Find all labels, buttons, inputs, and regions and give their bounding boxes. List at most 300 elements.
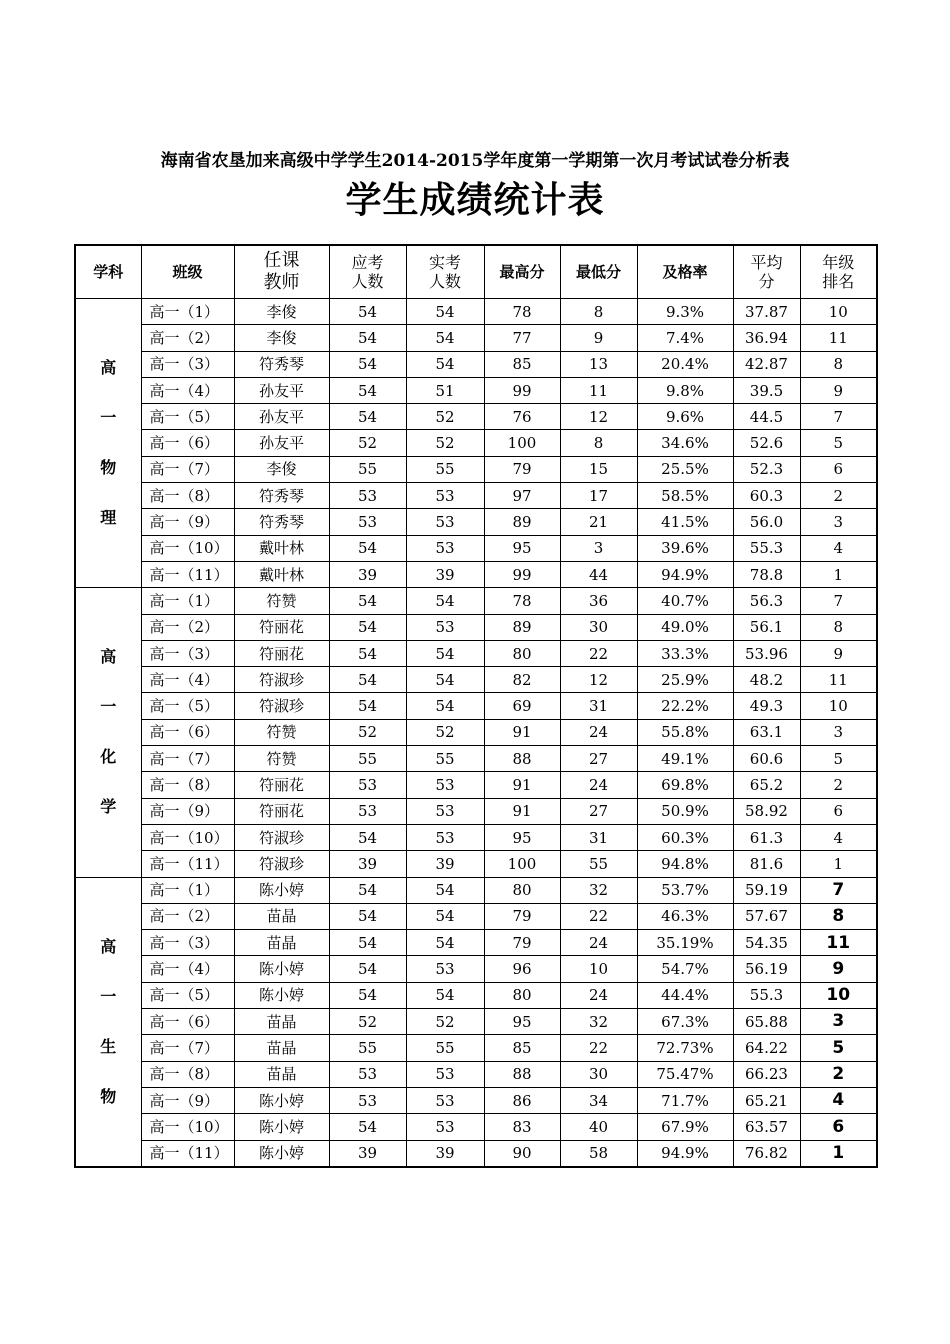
cell-rank: 4 [800, 824, 877, 850]
cell-expected: 54 [329, 1114, 406, 1140]
cell-max-score: 80 [484, 877, 560, 903]
cell-max-score: 96 [484, 956, 560, 982]
cell-rank: 10 [800, 982, 877, 1008]
cell-max-score: 99 [484, 561, 560, 587]
table-row [75, 1087, 877, 1113]
header-class: 班级 [141, 245, 234, 299]
cell-average: 56.1 [733, 614, 800, 640]
cell-expected: 54 [329, 299, 406, 325]
cell-min-score: 24 [560, 930, 637, 956]
cell-actual: 55 [406, 1035, 484, 1061]
table-row [75, 325, 877, 351]
header-min-score: 最低分 [560, 245, 637, 299]
cell-max-score: 99 [484, 377, 560, 403]
subject-char: 高 [100, 936, 117, 956]
cell-actual: 53 [406, 509, 484, 535]
cell-teacher: 符赞 [234, 746, 329, 772]
cell-min-score: 27 [560, 746, 637, 772]
cell-min-score: 8 [560, 299, 637, 325]
cell-rank: 6 [800, 456, 877, 482]
cell-rank: 9 [800, 377, 877, 403]
header-expected-line2: 人数 [351, 272, 384, 291]
cell-rank: 11 [800, 667, 877, 693]
cell-teacher: 苗晶 [234, 903, 329, 929]
cell-min-score: 30 [560, 614, 637, 640]
table-row [75, 798, 877, 824]
cell-expected: 53 [329, 1087, 406, 1113]
cell-max-score: 76 [484, 404, 560, 430]
table-row [75, 430, 877, 456]
cell-actual: 39 [406, 1140, 484, 1167]
cell-class: 高一（8） [141, 772, 234, 798]
cell-min-score: 31 [560, 693, 637, 719]
cell-max-score: 80 [484, 982, 560, 1008]
cell-actual: 54 [406, 877, 484, 903]
cell-min-score: 11 [560, 377, 637, 403]
cell-teacher: 符丽花 [234, 772, 329, 798]
table-row [75, 930, 877, 956]
cell-average: 57.67 [733, 903, 800, 929]
cell-teacher: 陈小婷 [234, 982, 329, 1008]
cell-pass-rate: 33.3% [637, 640, 733, 666]
cell-pass-rate: 67.3% [637, 1009, 733, 1035]
cell-average: 44.5 [733, 404, 800, 430]
cell-average: 36.94 [733, 325, 800, 351]
header-actual-line1: 实考 [428, 252, 461, 272]
cell-class: 高一（10） [141, 1114, 234, 1140]
table-header [75, 245, 877, 299]
cell-teacher: 戴叶林 [234, 561, 329, 587]
cell-expected: 53 [329, 1061, 406, 1087]
header-rank-line2: 排名 [822, 272, 855, 291]
cell-average: 56.19 [733, 956, 800, 982]
cell-actual: 55 [406, 746, 484, 772]
cell-expected: 39 [329, 851, 406, 877]
table-row [75, 903, 877, 929]
cell-pass-rate: 7.4% [637, 325, 733, 351]
cell-class: 高一（11） [141, 851, 234, 877]
cell-pass-rate: 35.19% [637, 930, 733, 956]
cell-teacher: 孙友平 [234, 430, 329, 456]
subject-char: 生 [100, 1036, 117, 1056]
cell-expected: 54 [329, 377, 406, 403]
cell-teacher: 符秀琴 [234, 509, 329, 535]
cell-rank: 5 [800, 1035, 877, 1061]
cell-min-score: 55 [560, 851, 637, 877]
cell-pass-rate: 55.8% [637, 719, 733, 745]
cell-class: 高一（2） [141, 325, 234, 351]
cell-actual: 51 [406, 377, 484, 403]
cell-class: 高一（9） [141, 1087, 234, 1113]
cell-class: 高一（4） [141, 667, 234, 693]
cell-max-score: 79 [484, 903, 560, 929]
cell-actual: 52 [406, 430, 484, 456]
cell-expected: 55 [329, 456, 406, 482]
cell-teacher: 戴叶林 [234, 535, 329, 561]
cell-class: 高一（1） [141, 877, 234, 903]
cell-rank: 8 [800, 614, 877, 640]
cell-teacher: 陈小婷 [234, 1140, 329, 1167]
cell-class: 高一（2） [141, 903, 234, 929]
cell-min-score: 30 [560, 1061, 637, 1087]
cell-max-score: 95 [484, 1009, 560, 1035]
table-row [75, 982, 877, 1008]
cell-teacher: 苗晶 [234, 1009, 329, 1035]
cell-average: 64.22 [733, 1035, 800, 1061]
cell-pass-rate: 25.5% [637, 456, 733, 482]
cell-expected: 54 [329, 325, 406, 351]
cell-pass-rate: 39.6% [637, 535, 733, 561]
cell-rank: 7 [800, 877, 877, 903]
cell-class: 高一（3） [141, 640, 234, 666]
cell-rank: 1 [800, 851, 877, 877]
cell-class: 高一（10） [141, 824, 234, 850]
subject-char: 高 [100, 647, 117, 667]
cell-max-score: 88 [484, 746, 560, 772]
cell-actual: 53 [406, 824, 484, 850]
cell-min-score: 15 [560, 456, 637, 482]
cell-teacher: 符赞 [234, 719, 329, 745]
table-body [75, 299, 877, 1167]
cell-actual: 54 [406, 299, 484, 325]
table-row [75, 1140, 877, 1167]
score-table [74, 244, 878, 1168]
cell-expected: 54 [329, 824, 406, 850]
cell-min-score: 21 [560, 509, 637, 535]
cell-expected: 54 [329, 903, 406, 929]
table-row [75, 509, 877, 535]
cell-rank: 10 [800, 693, 877, 719]
document-subtitle: 海南省农垦加来高级中学学生2014-2015学年度第一学期第一次月考试试卷分析表 [160, 151, 790, 171]
cell-pass-rate: 94.8% [637, 851, 733, 877]
cell-expected: 54 [329, 667, 406, 693]
header-rank [800, 245, 877, 299]
subject-cell [75, 877, 141, 1167]
cell-teacher: 李俊 [234, 299, 329, 325]
cell-min-score: 12 [560, 667, 637, 693]
cell-teacher: 陈小婷 [234, 1087, 329, 1113]
cell-teacher: 孙友平 [234, 377, 329, 403]
cell-class: 高一（4） [141, 377, 234, 403]
cell-class: 高一（3） [141, 930, 234, 956]
cell-pass-rate: 60.3% [637, 824, 733, 850]
cell-average: 56.0 [733, 509, 800, 535]
cell-max-score: 100 [484, 430, 560, 456]
cell-class: 高一（6） [141, 430, 234, 456]
cell-pass-rate: 9.8% [637, 377, 733, 403]
cell-min-score: 27 [560, 798, 637, 824]
cell-max-score: 69 [484, 693, 560, 719]
cell-average: 49.3 [733, 693, 800, 719]
cell-max-score: 91 [484, 798, 560, 824]
table-row [75, 746, 877, 772]
table-row [75, 1061, 877, 1087]
cell-actual: 53 [406, 1087, 484, 1113]
cell-class: 高一（8） [141, 1061, 234, 1087]
table-row [75, 851, 877, 877]
cell-class: 高一（7） [141, 1035, 234, 1061]
table-row [75, 719, 877, 745]
cell-expected: 55 [329, 1035, 406, 1061]
cell-min-score: 13 [560, 351, 637, 377]
cell-rank: 8 [800, 903, 877, 929]
cell-expected: 54 [329, 404, 406, 430]
cell-max-score: 88 [484, 1061, 560, 1087]
cell-expected: 53 [329, 772, 406, 798]
header-teacher-line1: 任课 [263, 250, 300, 272]
cell-expected: 54 [329, 535, 406, 561]
cell-teacher: 苗晶 [234, 930, 329, 956]
cell-teacher: 符丽花 [234, 614, 329, 640]
cell-average: 65.2 [733, 772, 800, 798]
cell-rank: 4 [800, 1087, 877, 1113]
table-row [75, 404, 877, 430]
header-rank-line1: 年级 [822, 252, 855, 272]
cell-actual: 54 [406, 903, 484, 929]
cell-min-score: 24 [560, 719, 637, 745]
cell-actual: 52 [406, 404, 484, 430]
cell-teacher: 符赞 [234, 588, 329, 614]
cell-rank: 2 [800, 1061, 877, 1087]
cell-max-score: 95 [484, 535, 560, 561]
cell-min-score: 34 [560, 1087, 637, 1113]
cell-expected: 39 [329, 561, 406, 587]
cell-max-score: 83 [484, 1114, 560, 1140]
subject-char: 一 [100, 697, 117, 717]
subject-char: 一 [100, 408, 117, 428]
cell-max-score: 100 [484, 851, 560, 877]
cell-rank: 4 [800, 535, 877, 561]
cell-teacher: 符秀琴 [234, 483, 329, 509]
cell-expected: 54 [329, 956, 406, 982]
cell-rank: 7 [800, 404, 877, 430]
header-average-line1: 平均 [750, 252, 783, 272]
cell-average: 55.3 [733, 982, 800, 1008]
cell-teacher: 符丽花 [234, 640, 329, 666]
cell-class: 高一（7） [141, 746, 234, 772]
cell-rank: 6 [800, 1114, 877, 1140]
header-actual [406, 245, 484, 299]
cell-expected: 54 [329, 588, 406, 614]
cell-expected: 54 [329, 693, 406, 719]
cell-class: 高一（10） [141, 535, 234, 561]
cell-expected: 55 [329, 746, 406, 772]
cell-average: 63.1 [733, 719, 800, 745]
cell-max-score: 95 [484, 824, 560, 850]
subject-char: 高 [100, 358, 117, 378]
cell-pass-rate: 50.9% [637, 798, 733, 824]
cell-class: 高一（7） [141, 456, 234, 482]
cell-class: 高一（5） [141, 693, 234, 719]
cell-class: 高一（11） [141, 1140, 234, 1167]
score-table-container [74, 244, 876, 1168]
cell-rank: 1 [800, 1140, 877, 1167]
cell-actual: 53 [406, 1114, 484, 1140]
cell-teacher: 符淑珍 [234, 851, 329, 877]
cell-pass-rate: 75.47% [637, 1061, 733, 1087]
cell-actual: 53 [406, 798, 484, 824]
cell-rank: 11 [800, 325, 877, 351]
cell-pass-rate: 22.2% [637, 693, 733, 719]
subject-char: 化 [100, 747, 117, 767]
cell-teacher: 李俊 [234, 325, 329, 351]
cell-rank: 5 [800, 430, 877, 456]
cell-average: 65.88 [733, 1009, 800, 1035]
cell-max-score: 85 [484, 351, 560, 377]
cell-actual: 53 [406, 614, 484, 640]
cell-min-score: 22 [560, 1035, 637, 1061]
cell-min-score: 31 [560, 824, 637, 850]
table-row [75, 561, 877, 587]
header-teacher-line2: 教师 [263, 272, 300, 293]
cell-min-score: 9 [560, 325, 637, 351]
subject-char: 一 [100, 986, 117, 1006]
cell-pass-rate: 54.7% [637, 956, 733, 982]
cell-expected: 52 [329, 430, 406, 456]
cell-average: 63.57 [733, 1114, 800, 1140]
cell-pass-rate: 46.3% [637, 903, 733, 929]
table-row [75, 614, 877, 640]
table-row [75, 1009, 877, 1035]
cell-average: 61.3 [733, 824, 800, 850]
header-row [75, 245, 877, 299]
cell-expected: 52 [329, 719, 406, 745]
table-row [75, 877, 877, 903]
cell-teacher: 苗晶 [234, 1061, 329, 1087]
cell-expected: 39 [329, 1140, 406, 1167]
cell-class: 高一（5） [141, 404, 234, 430]
table-row [75, 1035, 877, 1061]
cell-class: 高一（1） [141, 299, 234, 325]
cell-rank: 10 [800, 299, 877, 325]
cell-max-score: 78 [484, 299, 560, 325]
header-expected-line1: 应考 [351, 252, 384, 272]
header-subject: 学科 [75, 245, 141, 299]
table-row [75, 299, 877, 325]
cell-max-score: 97 [484, 483, 560, 509]
cell-rank: 5 [800, 746, 877, 772]
cell-class: 高一（1） [141, 588, 234, 614]
cell-actual: 39 [406, 561, 484, 587]
cell-teacher: 苗晶 [234, 1035, 329, 1061]
table-row [75, 377, 877, 403]
cell-rank: 9 [800, 640, 877, 666]
cell-class: 高一（4） [141, 956, 234, 982]
cell-expected: 54 [329, 930, 406, 956]
cell-actual: 54 [406, 982, 484, 1008]
cell-actual: 54 [406, 351, 484, 377]
cell-max-score: 78 [484, 588, 560, 614]
cell-min-score: 12 [560, 404, 637, 430]
cell-max-score: 91 [484, 772, 560, 798]
cell-rank: 6 [800, 798, 877, 824]
table-row [75, 640, 877, 666]
cell-pass-rate: 94.9% [637, 1140, 733, 1167]
header-actual-line2: 人数 [428, 272, 461, 291]
cell-average: 81.6 [733, 851, 800, 877]
cell-expected: 52 [329, 1009, 406, 1035]
cell-min-score: 32 [560, 1009, 637, 1035]
table-row [75, 693, 877, 719]
cell-class: 高一（5） [141, 982, 234, 1008]
cell-actual: 39 [406, 851, 484, 877]
cell-class: 高一（9） [141, 798, 234, 824]
cell-average: 53.96 [733, 640, 800, 666]
cell-max-score: 79 [484, 930, 560, 956]
cell-pass-rate: 40.7% [637, 588, 733, 614]
cell-average: 37.87 [733, 299, 800, 325]
cell-max-score: 86 [484, 1087, 560, 1113]
subject-cell [75, 299, 141, 588]
cell-pass-rate: 72.73% [637, 1035, 733, 1061]
cell-pass-rate: 20.4% [637, 351, 733, 377]
cell-max-score: 80 [484, 640, 560, 666]
cell-actual: 52 [406, 1009, 484, 1035]
cell-average: 60.3 [733, 483, 800, 509]
cell-min-score: 24 [560, 772, 637, 798]
cell-class: 高一（9） [141, 509, 234, 535]
table-row [75, 1114, 877, 1140]
header-average-line2: 分 [758, 272, 775, 291]
cell-teacher: 陈小婷 [234, 956, 329, 982]
cell-class: 高一（11） [141, 561, 234, 587]
cell-expected: 54 [329, 982, 406, 1008]
cell-average: 60.6 [733, 746, 800, 772]
cell-average: 39.5 [733, 377, 800, 403]
cell-actual: 54 [406, 667, 484, 693]
cell-rank: 8 [800, 351, 877, 377]
cell-rank: 3 [800, 1009, 877, 1035]
header-average [733, 245, 800, 299]
table-row [75, 667, 877, 693]
cell-pass-rate: 53.7% [637, 877, 733, 903]
header-expected [329, 245, 406, 299]
cell-min-score: 36 [560, 588, 637, 614]
cell-pass-rate: 71.7% [637, 1087, 733, 1113]
cell-rank: 11 [800, 930, 877, 956]
cell-min-score: 10 [560, 956, 637, 982]
cell-actual: 54 [406, 693, 484, 719]
cell-rank: 1 [800, 561, 877, 587]
table-row [75, 535, 877, 561]
cell-actual: 53 [406, 772, 484, 798]
subject-char: 理 [100, 508, 117, 528]
cell-class: 高一（2） [141, 614, 234, 640]
cell-actual: 54 [406, 325, 484, 351]
cell-pass-rate: 58.5% [637, 483, 733, 509]
cell-average: 66.23 [733, 1061, 800, 1087]
cell-actual: 54 [406, 588, 484, 614]
cell-max-score: 77 [484, 325, 560, 351]
cell-rank: 3 [800, 719, 877, 745]
cell-expected: 53 [329, 798, 406, 824]
subject-char: 物 [100, 1086, 117, 1106]
table-row [75, 588, 877, 614]
cell-pass-rate: 49.1% [637, 746, 733, 772]
cell-rank: 2 [800, 772, 877, 798]
table-row [75, 772, 877, 798]
cell-pass-rate: 69.8% [637, 772, 733, 798]
cell-min-score: 32 [560, 877, 637, 903]
cell-min-score: 24 [560, 982, 637, 1008]
cell-teacher: 孙友平 [234, 404, 329, 430]
cell-pass-rate: 49.0% [637, 614, 733, 640]
cell-min-score: 22 [560, 640, 637, 666]
subject-char: 学 [100, 797, 117, 817]
cell-min-score: 17 [560, 483, 637, 509]
header-max-score: 最高分 [484, 245, 560, 299]
cell-teacher: 符丽花 [234, 798, 329, 824]
